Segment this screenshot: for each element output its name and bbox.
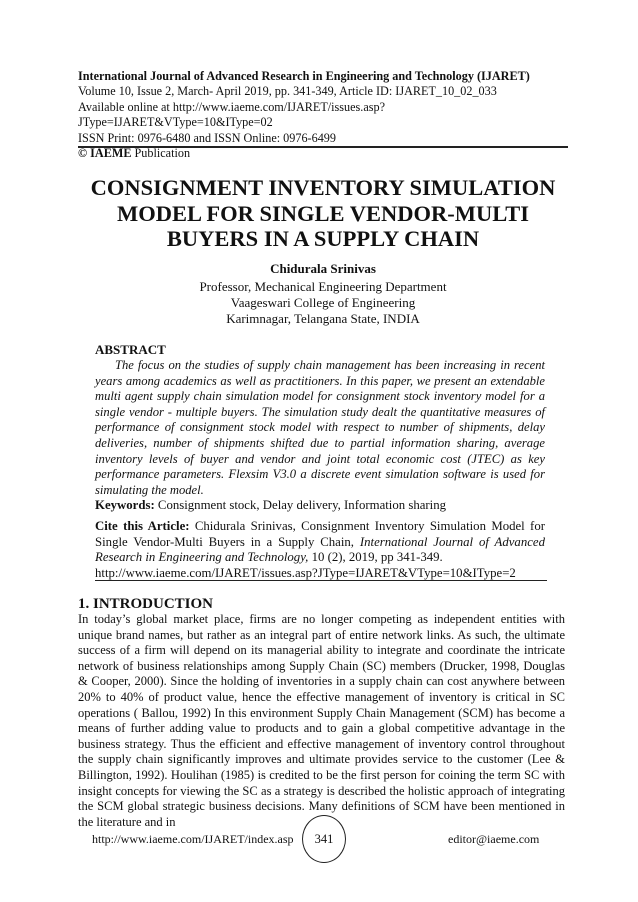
publisher-name: © IAEME [78, 146, 132, 161]
cite-journal: International Journal of Advanced Research in Engineering and Technology, [95, 534, 545, 565]
cite-url-link[interactable]: http://www.iaeme.com/IJARET/issues.asp?JType=IJARET&VType=10&IType=2 [95, 565, 516, 580]
title-line-1: CONSIGNMENT INVENTORY SIMULATION [90, 175, 556, 200]
abstract-heading: ABSTRACT [95, 342, 166, 357]
author-affiliation [78, 279, 568, 327]
volume-line: Volume 10, Issue 2, March- April 2019, pp. 341-349, Article ID: IJARET_10_02_033 [78, 84, 497, 99]
affiliation-line-2: Vaageswari College of Engineering [230, 295, 416, 310]
affiliation-line-1: Professor, Mechanical Engineering Department [199, 279, 447, 294]
cite-details: 10 (2), 2019, pp 341-349. [308, 550, 443, 565]
page-footer [0, 820, 638, 880]
publisher-suffix: Publication [131, 146, 191, 161]
cite-this-article [95, 519, 545, 581]
keywords-label: Keywords: [95, 498, 155, 512]
affiliation-line-3: Karimnagar, Telangana State, INDIA [226, 311, 420, 326]
footer-email-link[interactable]: editor@iaeme.com [448, 832, 540, 846]
cite-divider [95, 580, 547, 581]
publisher-line [78, 146, 568, 161]
abstract-body: The focus on the studies of supply chain management has been increasing in recent years among academics as well as practitioners. In this paper, we present an extendable multi agent supply chain simulation model for consignment stock inventory model for a single vendor - multiple buyers. The simulation study dealt the quantitative measures of performance of consignment stock model with respect to number of shipments, delay deliveries, number of shipments shifted due to partial information sharing, average inventory levels of buyer and vendor and joint total economic cost (JTEC) as key performance parameters. Flexsim V3.0 a discrete event simulation software is used for simulating the model. [95, 358, 545, 497]
header-divider [78, 146, 568, 148]
author-name: Chidurala Srinivas [270, 261, 376, 276]
paper-title [78, 175, 568, 252]
page-number-badge: 341 [302, 815, 346, 863]
footer-url-link[interactable]: http://www.iaeme.com/IJARET/index.asp [92, 832, 294, 846]
introduction-body: In today’s global market place, firms are no longer competing as independent entities with unique brand names, but rather as an integral part of entire network links. As such, the ultimate success of a firm will depend on its managerial ability to integrate and coordinate the intricate network of business relationships among Supply Chain (SC) members (Drucker, 1998, Douglas & Cooper, 2000). Since the holding of inventories in a supply chain can cost anywhere between 20% to 40% of product value, hence the effective management of inventory is critical in SC operations ( Ballou, 1992) In this environment Supply Chain Management (SCM) has become a means of further adding value to products and to gain a global competitive advantage in the business strategy. Thus the efficient and effective management of inventory control throughout the supply chain significantly improves and ultimate provides service to the customer (Lee & Billington, 1992). Houlihan (1985) is credited to be the first person for coining the term SC with insight concepts for viewing the SC as a strategy is described the holistic approach of integrating the SCM global strategic business decisions. Many definitions of SCM have been mentioned in the literature and in [78, 612, 565, 829]
keywords [95, 498, 545, 513]
cite-label: Cite this Article: [95, 519, 190, 533]
keywords-text: Consignment stock, Delay delivery, Information sharing [154, 498, 447, 512]
available-online-line: Available online at http://www.iaeme.com/IJARET/issues.asp?JType=IJARET&VType=10&IType=02 [78, 99, 385, 130]
issn-line: ISSN Print: 0976-6480 and ISSN Online: 0976-6499 [78, 130, 336, 145]
title-line-3: BUYERS IN A SUPPLY CHAIN [166, 226, 480, 251]
title-line-2: MODEL FOR SINGLE VENDOR-MULTI [117, 200, 529, 226]
journal-title: International Journal of Advanced Research in Engineering and Technology (IJARET) [78, 69, 530, 83]
cite-text: Chidurala Srinivas, Consignment Inventory Simulation Model for Single Vendor-Multi Buyers in a Supply Chain, [95, 519, 545, 549]
section-heading-introduction: 1. INTRODUCTION [78, 596, 214, 612]
